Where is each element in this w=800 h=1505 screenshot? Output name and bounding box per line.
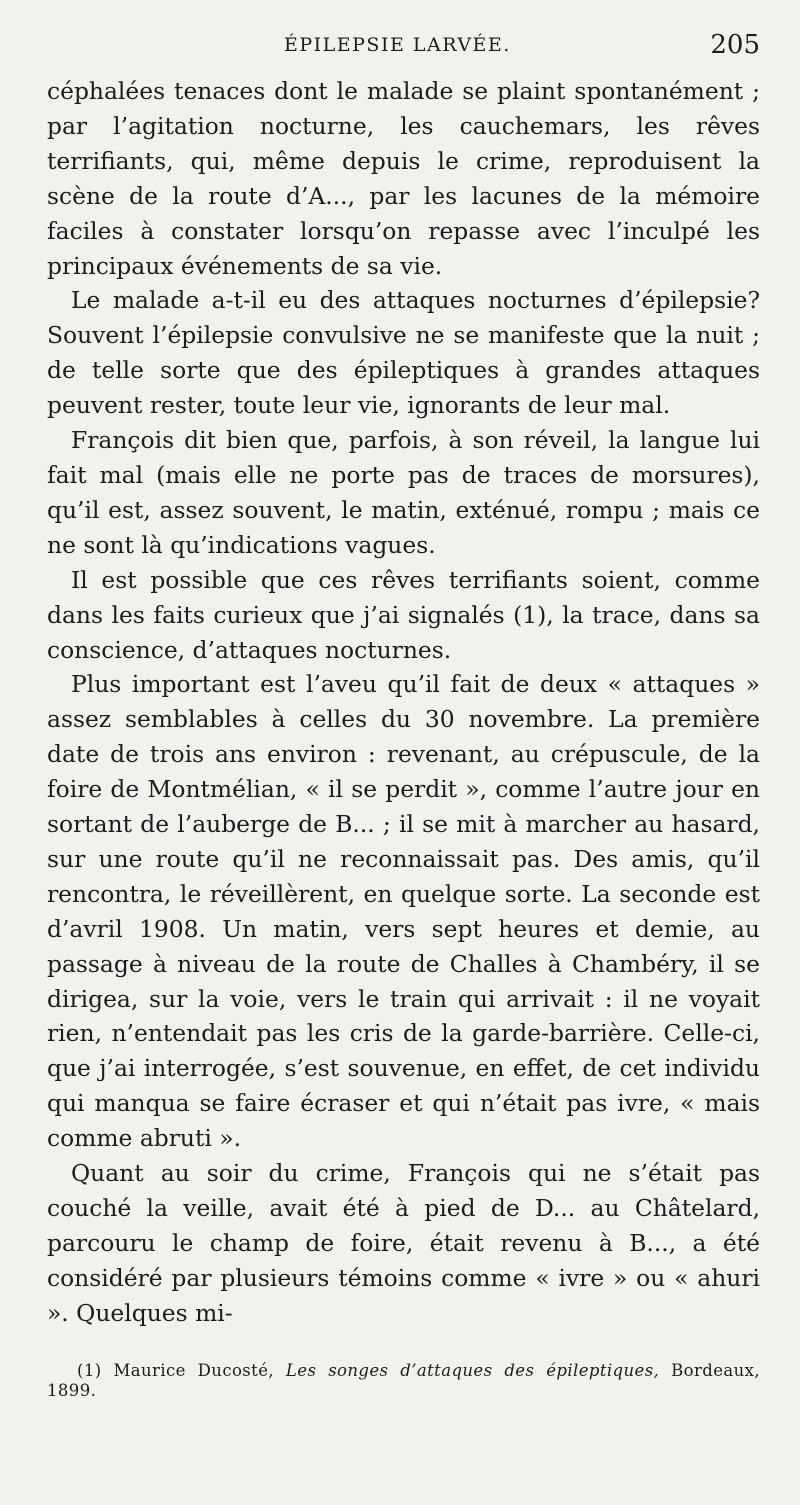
page-number: 205 xyxy=(710,30,760,60)
running-title: ÉPILEPSIE LARVÉE. xyxy=(284,34,511,56)
footnote xyxy=(47,1361,760,1401)
paragraph-4: Il est possible que ces rêves terrifiants soient, comme dans les faits curieux que j’ai signalés (1), la trace, dans sa conscience, d’attaques nocturnes. xyxy=(47,565,760,664)
footnote-marker: (1) xyxy=(77,1360,102,1380)
page-header xyxy=(47,30,760,74)
paragraph-3: François dit bien que, parfois, à son réveil, la langue lui fait mal (mais elle ne porte pas de traces de morsures), qu’il est, assez souvent, le matin, exténué, rompu ; mais ce ne sont là qu’indications vagues. xyxy=(47,426,760,559)
body-text xyxy=(47,74,760,1331)
footnote-publication: Bordeaux, 1899. xyxy=(47,1360,760,1400)
paragraph-6: Quant au soir du crime, François qui ne s’était pas couché la veille, avait été à pied de D... au Châtelard, parcouru le champ de foire, était revenu à B..., a été considéré par plusieurs témoins comme « ivre » ou « ahuri ». Quelques mi- xyxy=(47,1159,760,1327)
footnote-title: Les songes d’attaques des épileptiques, xyxy=(285,1360,660,1380)
paragraph-1: céphalées tenaces dont le malade se plaint spontanément ; par l’agitation nocturne, les cauchemars, les rêves terrifiants, qui, même depuis le crime, reproduisent la scène de la route d’A..., par les lacunes de la mémoire faciles à constater lorsqu’on repasse avec l’inculpé les principaux événements de sa vie. xyxy=(47,77,760,280)
paragraph-2: Le malade a-t-il eu des attaques nocturnes d’épilepsie? Souvent l’épilepsie convulsive ne se manifeste que la nuit ; de telle sorte que des épileptiques à grandes attaques peuvent rester, toute leur vie, ignorants de leur mal. xyxy=(47,286,760,420)
footnote-author: Maurice Ducosté, xyxy=(113,1360,275,1380)
paragraph-5: Plus important est l’aveu qu’il fait de deux « attaques » assez semblables à celles du 30 novembre. La première date de trois ans environ : revenant, au crépuscule, de la foire de Montmélian, « il se perdit », comme l’autre jour en sortant de l’auberge de B... ; il se mit à marcher au hasard, sur une route qu’il ne reconnaissait pas. Des amis, qu’il rencontra, le réveillèrent, en quelque sorte. La seconde est d’avril 1908. Un matin, vers sept heures et demie, au passage à niveau de la route de Challes à Chambéry, il se dirigea, sur la voie, vers le train qui arrivait : il ne voyait rien, n’entendait pas les cris de la garde-barrière. Celle-ci, que j’ai interrogée, s’est souvenue, en effet, de cet individu qui manqua se faire écraser et qui n’était pas ivre, « mais comme abruti ». xyxy=(47,670,760,1153)
